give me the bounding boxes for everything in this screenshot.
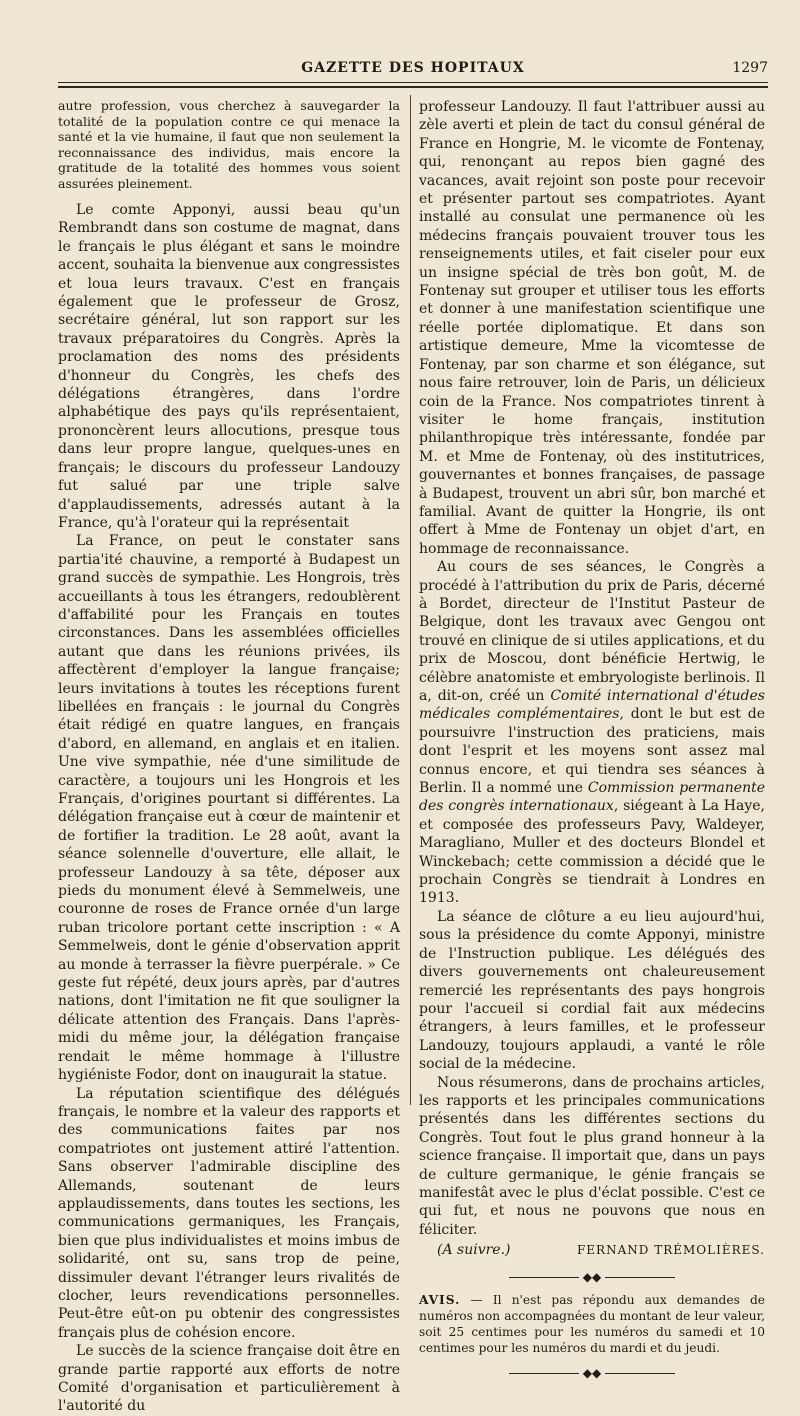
journal-title: GAZETTE DES HOPITAUX — [301, 60, 525, 76]
paragraph-prizes — [419, 558, 765, 908]
right-column — [419, 98, 765, 1388]
notice-block — [419, 1292, 765, 1356]
paragraph-science-success: Le succès de la science française doit être en grande partie rapporté aux efforts de notre Comité d'organisation et particulièrement à l'autorité du — [58, 1343, 400, 1415]
notice-text: — Il n'est pas répondu aux demandes de numéros non accompagnées du montant de leur valeur, soit 25 centimes pour les numéros du samedi et 10 centimes pour les numéros du mardi et du jeudi. — [419, 1293, 765, 1355]
paragraph-apponyi: Le comte Apponyi, aussi beau qu'un Rembrandt dans son costume de magnat, dans le français le plus élégant et sans le moindre accent, souhaita la bienvenue aux congressistes et loua leurs travaux. C'est en français également que le professeur de Grosz, secrétaire général, lut son rapport sur les travaux préparatoires du Congrès. Après la proclamation des noms des présidents d'honneur du Congrès, les chefs des délégations étrangères, dans l'ordre alphabétique des pays qu'ils représentaient, prononcèrent leurs allocutions, presque tous dans leur propre langue, quelques-unes en français; le discours du professeur Landouzy fut salué par une triple salve d'applaudissements, adressés autant à la France, qu'à l'orateur qui la représentait — [58, 202, 400, 531]
prizes-text-a: Au cours de ses séances, le Congrès a procédé à l'attribution du prix de Paris, décerné à Bordet, directeur de l'Institut Pasteur de Belgique, dont les travaux avec Gengou ont trouvé en clinique de si utiles applications, et du prix de Moscou, dont bénéficie Hertwig, le célèbre anatomiste et embryologiste berlinois. Il a, dit-on, créé un — [419, 559, 765, 704]
spacer — [58, 191, 400, 201]
a-suivre: (A suivre.) — [437, 1242, 511, 1259]
column-divider — [410, 95, 411, 1105]
prizes-text-c: , siégeant à La Haye, et composée des professeurs Pavy, Waldeyer, Maragliano, Muller et des docteurs Blondel et Winckebach; cette commission a décidé que le prochain Congrès se tiendrait à Londres en 1913. — [419, 798, 766, 907]
ornament-divider: ◆◆ — [419, 1268, 765, 1286]
commission-name: Commission permanente des congrès internationaux — [419, 780, 765, 815]
paragraph-reputation: La réputation scientifique des délégués français, le nombre et la valeur des rapports et des communications faites par nos compatriotes ont justement attiré l'attention. Sans observer l'admirable discipline des Allemands, soutenant de leurs applaudissements, dans toutes les sections, les communications germaniques, les Français, bien que plus individualistes et moins imbus de solidarité, ont su, sans trop de peine, dissimuler devant l'étranger leurs rivalités de clocher, leurs revendications personnelles. Peut-être eût-on pu obtenir des congressistes français plus de cohésion encore. — [58, 1085, 400, 1341]
page-number: 1297 — [732, 60, 768, 76]
left-column — [58, 98, 400, 1416]
signature-line — [419, 1241, 765, 1259]
committee-name: Comité international d'études médicales complémentaires — [419, 688, 765, 723]
header-rule-thick — [58, 86, 768, 88]
paragraph-landouzy-continued: professeur Landouzy. Il faut l'attribuer aussi au zèle averti et plein de tact du consul général de France en Hongrie, M. le vicomte de Fontenay, qui, renonçant au repos bien gagné des vacances, avait rejoint son poste pour recevoir et présenter partout ses compatriotes. Ayant installé au consulat une permanence où les médecins français pouvaient trouver tous les renseignements utiles, et fait ciseler pour eux un insigne spécial de très bon goût, M. de Fontenay sut grouper et utiliser tous les efforts et donner à une manifestation scientifique une réelle portée diplomatique. Et dans son artistique demeure, Mme la vicomtesse de Fontenay, par son charme et son élégance, sut nous faire retrouver, loin de Paris, un délicieux coin de la France. Nos compatriotes tinrent à visiter le home français, institution philanthropique très intéressante, fondée par M. et Mme de Fontenay, où des institutrices, gouvernantes et bonnes françaises, de passage à Budapest, trouvent un abri sûr, bon marché et familial. Avant de quitter la Hongrie, ils ont offert à Mme de Fontenay un objet d'art, en hommage de reconnaissance. — [419, 99, 765, 557]
paragraph-closing-session: La séance de clôture a eu lieu aujourd'hui, sous la présidence du comte Apponyi, ministre de l'Instruction publique. Les délégués des divers gouvernements ont chaleureusement remercié les représentants des pays hongrois pour l'accueil si cordial fait aux médecins étrangers, à leurs familles, et le professeur Landouzy, toujours applaudi, a vanté le rôle social de la médecine. — [419, 908, 765, 1073]
paragraph-summary: Nous résumerons, dans de prochains articles, les rapports et les principales communications présentés dans les différentes sections du Congrès. Tout fout le plus grand honneur à la science française. Il importait que, dans un pays de culture germanique, le génie français se manifestât avec le plus d'éclat possible. C'est ce qui fut, et nous ne pouvons que nous en féliciter. — [419, 1074, 765, 1238]
intro-paragraph: autre profession, vous cherchez à sauvegarder la totalité de la population contre ce qui menace la santé et la vie humaine, il faut que non seulement la reconnaissance des individus, mais encore la gratitude de la totalité des hommes vous soient assurées pleinement. — [58, 98, 400, 191]
prizes-text-b: , dont le but est de poursuivre l'instruction des praticiens, mais dont l'esprit et les moyens sont assez mal connus encore, et qui tiendra ses séances à Berlin. Il a nommé une — [419, 706, 765, 797]
paragraph-france-success: La France, on peut le constater sans partia'ité chauvine, a remporté à Budapest un grand succès de sympathie. Les Hongrois, très accueillants à tous les étrangers, redoublèrent d'affabilité pour les Français en toutes circonstances. Dans les assemblées officielles autant que dans les réunions privées, ils affectèrent d'employer la langue française; leurs invitations à toutes les réceptions furent libellées en français : le journal du Congrès était rédigé en quatre langues, en français d'abord, en allemand, en anglais et en italien. Une vive sympathie, née d'une similitude de caractère, a toujours uni les Hongrois et les Français, d'origines pourtant si différentes. La délégation française eut à cœur de maintenir et de fortifier la tradition. Le 28 août, avant la séance solennelle d'ouverture, elle allait, le professeur Landouzy à sa tête, déposer aux pieds du monument élevé à Semmelweis, une couronne de roses de France ornée d'un large ruban tricolore portant cette inscription : « A Semmelweis, dont le génie d'observation apprit au monde à terrasser la fièvre puerpérale. » Ce geste fut répété, deux jours après, par d'autres nations, dont l'imitation ne fit que souligner la délicate attention des Français. Dans l'après-midi du même jour, la délégation française rendait le même hommage à l'illustre hygiéniste Fodor, dont on inaugurait la statue. — [58, 533, 400, 1084]
author-signature: FERNAND TRÉMOLIÈRES. — [576, 1243, 765, 1258]
ornament-divider-bottom: ◆◆ — [419, 1364, 765, 1382]
notice-label: AVIS. — [419, 1293, 461, 1307]
page-header — [58, 60, 768, 82]
header-rule — [58, 82, 768, 83]
